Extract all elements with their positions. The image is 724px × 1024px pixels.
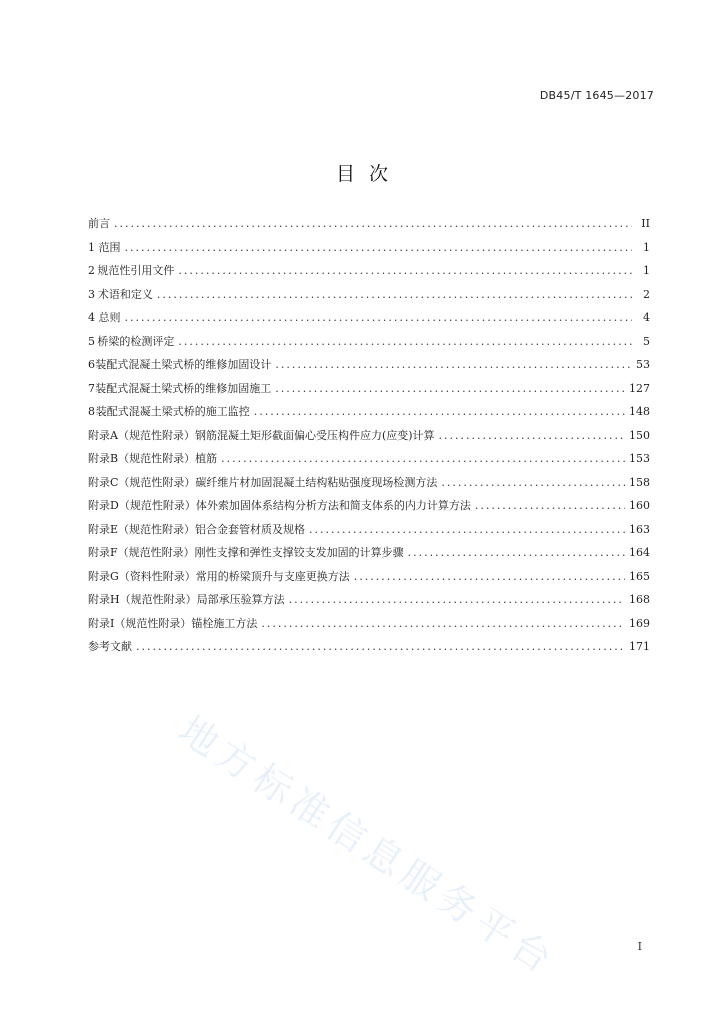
toc-appendix-prefix: 附录B（规范性附录） (88, 452, 196, 465)
toc-number: 8 (88, 405, 95, 418)
toc-page: 168 (629, 593, 650, 606)
toc-entry-appendix[interactable] (88, 521, 650, 545)
toc-page: 165 (629, 569, 650, 583)
toc-label: 刚性支撑和弹性支撑铰支发加固的计算步骤 (194, 546, 404, 559)
toc-page: 150 (629, 428, 650, 442)
toc-leader-dots (178, 335, 632, 348)
toc-entry[interactable] (88, 215, 650, 239)
toc-entry[interactable] (88, 403, 650, 427)
toc-leader-dots (178, 264, 632, 277)
toc-leader-dots (275, 358, 632, 371)
toc-number: 3 (88, 287, 95, 301)
toc-leader-dots (475, 499, 625, 512)
toc-appendix-prefix: 附录A（规范性附录） (88, 428, 195, 442)
toc-entry[interactable] (88, 638, 650, 662)
toc-entry[interactable] (88, 239, 650, 263)
toc-number: 1 (88, 240, 95, 254)
toc-leader-dots (354, 570, 625, 583)
toc-leader-dots (408, 546, 625, 559)
toc-page: 164 (629, 546, 650, 559)
toc-label: 碳纤维片材加固混凝土结构粘贴强度现场检测方法 (195, 475, 438, 489)
toc-entry[interactable] (88, 356, 650, 380)
toc-appendix-prefix: 附录I（规范性附录） (88, 616, 192, 630)
toc-entry[interactable] (88, 286, 650, 310)
toc-page: 163 (629, 522, 650, 536)
toc-leader-dots (114, 217, 632, 230)
toc-label: 术语和定义 (97, 287, 153, 301)
page-number: I (637, 940, 642, 953)
toc-appendix-prefix: 附录E（规范性附录） (88, 522, 196, 536)
toc-appendix-prefix: 附录C（规范性附录） (88, 475, 196, 489)
toc-entry-appendix[interactable] (88, 450, 650, 474)
toc-number: 5 (88, 334, 95, 348)
toc-label: 装配式混凝土梁式桥的维修加固施工 (95, 381, 272, 395)
watermark: 地方标准信息服务平台 (171, 707, 565, 985)
toc-page: 127 (629, 381, 650, 395)
toc-entry-appendix[interactable] (88, 497, 650, 521)
toc-number: 4 (88, 311, 95, 324)
toc-leader-dots (221, 452, 625, 465)
toc-page: 148 (629, 405, 650, 418)
toc-label: 装配式混凝土梁式桥的维修加固设计 (95, 358, 272, 371)
toc-page: 153 (629, 452, 650, 465)
toc-leader-dots (441, 476, 625, 489)
toc-label: 常用的桥梁顶升与支座更换方法 (195, 569, 350, 583)
toc-entry-appendix[interactable] (88, 544, 650, 568)
toc-number: 2 (88, 264, 95, 277)
table-of-contents (88, 215, 650, 662)
toc-leader-dots (125, 241, 632, 254)
toc-page: 169 (629, 616, 650, 630)
toc-page: II (641, 217, 650, 230)
toc-label: 规范性引用文件 (97, 264, 175, 277)
toc-entry[interactable] (88, 262, 650, 286)
toc-label: 体外索加固体系结构分析方法和简支体系的内力计算方法 (195, 499, 471, 512)
toc-label: 前言 (88, 217, 110, 230)
toc-number: 7 (88, 381, 95, 395)
toc-page: 171 (629, 640, 650, 653)
toc-page: 4 (643, 311, 650, 324)
page-title: 目次 (335, 163, 402, 185)
toc-label: 范围 (98, 240, 121, 254)
toc-entry-appendix[interactable] (88, 615, 650, 639)
toc-number: 6 (88, 358, 95, 371)
toc-entry[interactable] (88, 309, 650, 333)
toc-entry-appendix[interactable] (88, 568, 650, 592)
toc-appendix-prefix: 附录G（资料性附录） (88, 569, 196, 583)
toc-appendix-prefix: 附录D（规范性附录） (88, 499, 196, 512)
toc-leader-dots (439, 429, 625, 442)
toc-leader-dots (289, 593, 625, 606)
toc-leader-dots (309, 523, 625, 536)
toc-label: 局部承压验算方法 (196, 593, 285, 606)
toc-page: 53 (636, 358, 650, 371)
toc-page: 1 (643, 240, 650, 254)
toc-page: 1 (643, 264, 650, 277)
toc-label: 参考文献 (88, 640, 132, 653)
toc-appendix-prefix: 附录H（规范性附录） (88, 593, 197, 606)
toc-label: 总则 (98, 311, 121, 324)
document-code: DB45/T 1645—2017 (539, 89, 654, 102)
toc-leader-dots (136, 640, 625, 653)
toc-leader-dots (275, 382, 625, 395)
toc-label: 桥梁的检测评定 (97, 334, 175, 348)
toc-leader-dots (125, 311, 632, 324)
toc-leader-dots (261, 617, 625, 630)
toc-entry-appendix[interactable] (88, 474, 650, 498)
toc-entry[interactable] (88, 380, 650, 404)
toc-leader-dots (157, 288, 632, 301)
toc-appendix-prefix: 附录F（规范性附录） (88, 546, 195, 559)
toc-label: 钢筋混凝土矩形截面偏心受压构件应力(应变)计算 (194, 428, 435, 442)
toc-page: 2 (643, 287, 650, 301)
toc-entry-appendix[interactable] (88, 427, 650, 451)
toc-entry[interactable] (88, 333, 650, 357)
toc-label: 装配式混凝土梁式桥的施工监控 (95, 405, 250, 418)
toc-page: 160 (629, 499, 650, 512)
toc-leader-dots (254, 405, 625, 418)
toc-label: 锚栓施工方法 (191, 616, 258, 630)
toc-label: 植筋 (195, 452, 218, 465)
toc-page: 5 (643, 334, 650, 348)
toc-entry-appendix[interactable] (88, 591, 650, 615)
toc-page: 158 (629, 475, 650, 489)
toc-label: 铝合金套管材质及规格 (195, 522, 306, 536)
